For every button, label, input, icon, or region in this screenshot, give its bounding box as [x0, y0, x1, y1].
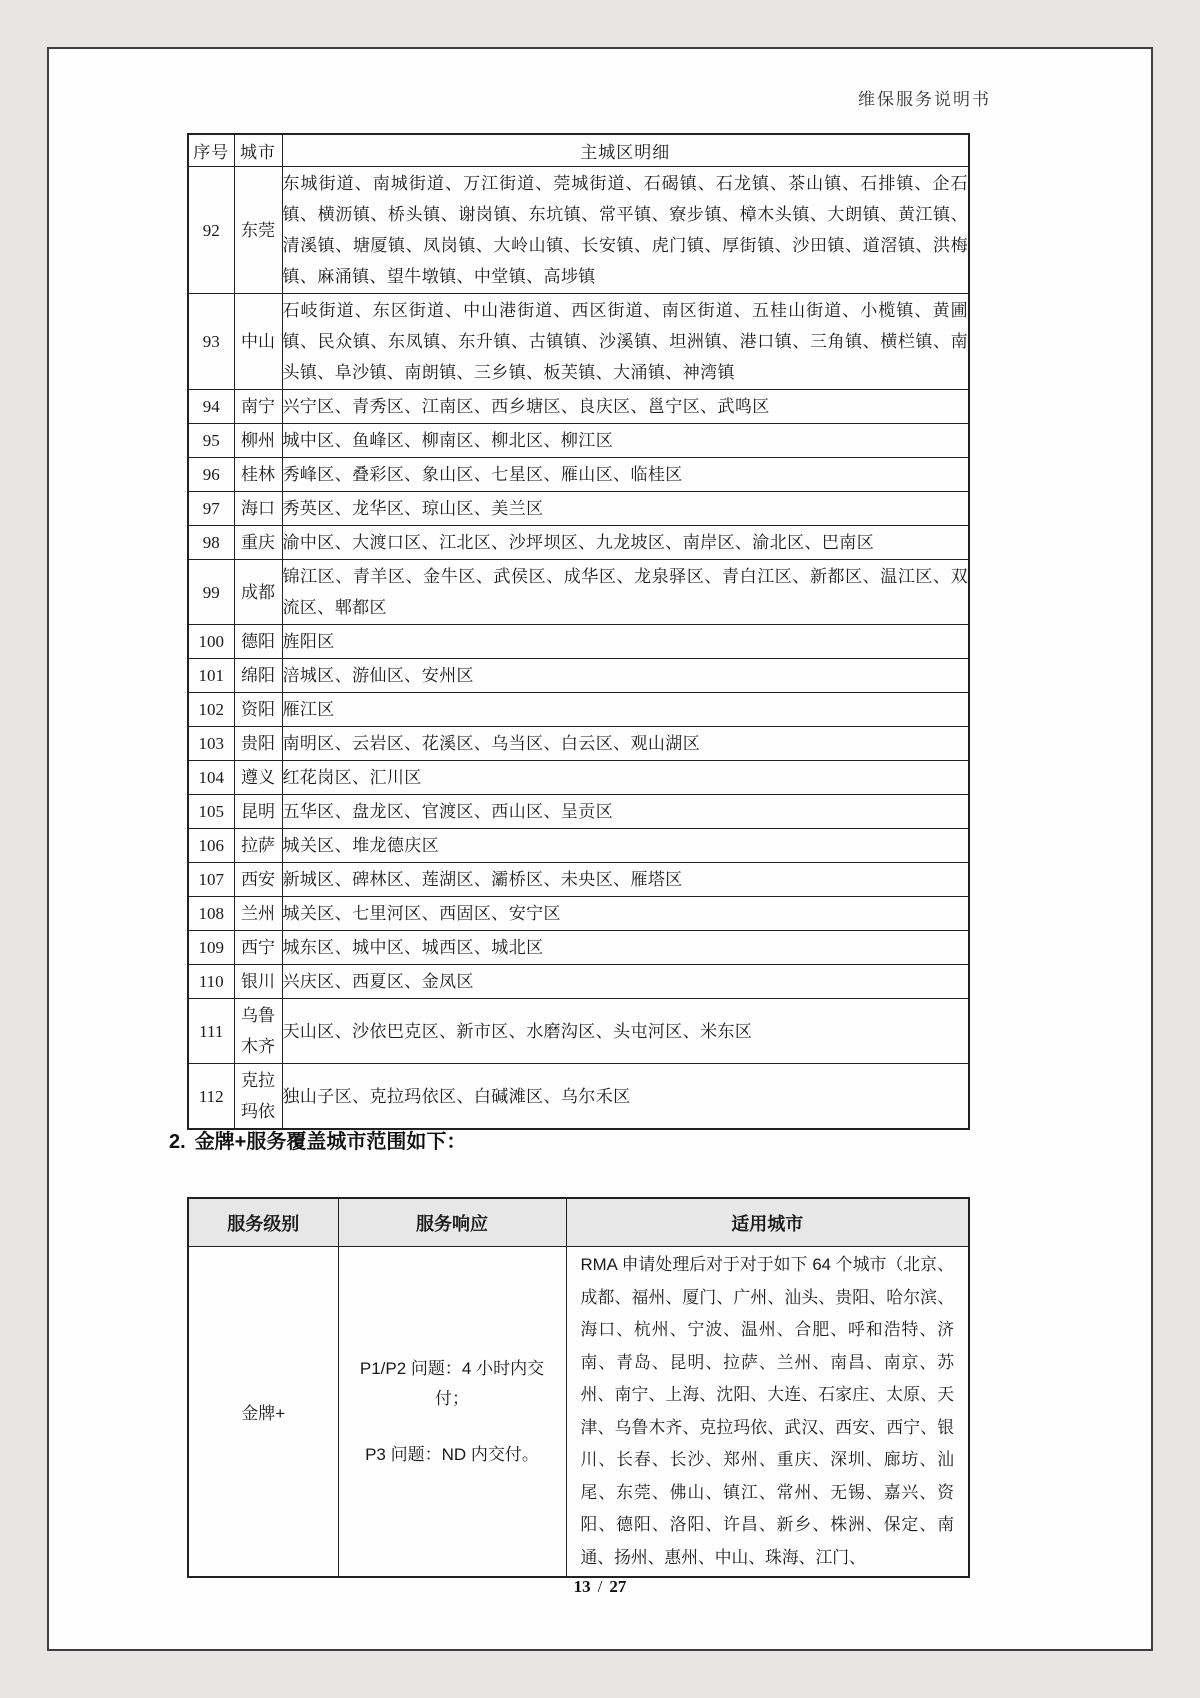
row-detail: 城东区、城中区、城西区、城北区 [282, 931, 969, 965]
page-number-current: 13 [573, 1577, 591, 1596]
table-row [188, 795, 969, 829]
page-header-title: 维保服务说明书 [858, 90, 991, 109]
service-response-cell [338, 1247, 566, 1578]
row-detail: 新城区、碑林区、莲湖区、灞桥区、未央区、雁塔区 [282, 863, 969, 897]
row-city: 柳州 [234, 424, 282, 458]
row-detail: 石岐街道、东区街道、中山港街道、西区街道、南区街道、五桂山街道、小榄镇、黄圃镇、民众镇、东凤镇、东升镇、古镇镇、沙溪镇、坦洲镇、港口镇、三角镇、横栏镇、南头镇、阜沙镇、南朗镇、三乡镇、板芙镇、大涌镇、神湾镇 [282, 294, 969, 390]
row-city: 中山 [234, 294, 282, 390]
column-header-city: 城市 [234, 134, 282, 167]
row-detail: 秀英区、龙华区、琼山区、美兰区 [282, 492, 969, 526]
row-no: 101 [188, 659, 234, 693]
row-detail: 雁江区 [282, 693, 969, 727]
row-detail: 涪城区、游仙区、安州区 [282, 659, 969, 693]
row-detail: 五华区、盘龙区、官渡区、西山区、呈贡区 [282, 795, 969, 829]
service-level-cell: 金牌+ [188, 1247, 338, 1578]
table-row [188, 1064, 969, 1130]
table-row [188, 526, 969, 560]
table-row [188, 492, 969, 526]
applicable-cities-cell: RMA 申请处理后对于对于如下 64 个城市（北京、成都、福州、厦门、广州、汕头、贵阳、哈尔滨、海口、杭州、宁波、温州、合肥、呼和浩特、济南、青岛、昆明、拉萨、兰州、南昌、南京、苏州、南宁、上海、沈阳、大连、石家庄、太原、天津、乌鲁木齐、克拉玛依、武汉、西安、西宁、银川、长春、长沙、郑州、重庆、深圳、廊坊、汕尾、东莞、佛山、镇江、常州、无锡、嘉兴、资阳、德阳、洛阳、许昌、新乡、株洲、保定、南通、扬州、惠州、中山、珠海、江门、 [566, 1247, 969, 1578]
table-row [188, 863, 969, 897]
row-no: 96 [188, 458, 234, 492]
table-row [188, 829, 969, 863]
row-no: 93 [188, 294, 234, 390]
column-header-detail: 主城区明细 [282, 134, 969, 167]
row-no: 112 [188, 1064, 234, 1130]
column-header-no: 序号 [188, 134, 234, 167]
row-no: 95 [188, 424, 234, 458]
row-no: 98 [188, 526, 234, 560]
section-title: 金牌+服务覆盖城市范围如下： [194, 1131, 467, 1153]
row-city: 海口 [234, 492, 282, 526]
row-detail: 渝中区、大渡口区、江北区、沙坪坝区、九龙坡区、南岸区、渝北区、巴南区 [282, 526, 969, 560]
row-no: 94 [188, 390, 234, 424]
table-row [188, 727, 969, 761]
page-number-total: 27 [609, 1577, 627, 1596]
row-no: 100 [188, 625, 234, 659]
row-detail: 独山子区、克拉玛依区、白碱滩区、乌尔禾区 [282, 1064, 969, 1130]
response-p3: P3 问题：ND 内交付。 [365, 1444, 539, 1464]
row-no: 107 [188, 863, 234, 897]
row-no: 109 [188, 931, 234, 965]
table-row [188, 897, 969, 931]
row-detail: 城中区、鱼峰区、柳南区、柳北区、柳江区 [282, 424, 969, 458]
table-row [188, 659, 969, 693]
table-row [188, 999, 969, 1064]
table-row [188, 458, 969, 492]
row-city: 桂林 [234, 458, 282, 492]
row-no: 97 [188, 492, 234, 526]
row-city: 西安 [234, 863, 282, 897]
service-table-header-row [188, 1198, 969, 1247]
row-city: 重庆 [234, 526, 282, 560]
row-city: 拉萨 [234, 829, 282, 863]
row-detail: 东城街道、南城街道、万江街道、莞城街道、石碣镇、石龙镇、茶山镇、石排镇、企石镇、横沥镇、桥头镇、谢岗镇、东坑镇、常平镇、寮步镇、樟木头镇、大朗镇、黄江镇、清溪镇、塘厦镇、凤岗镇、大岭山镇、长安镇、虎门镇、厚街镇、沙田镇、道滘镇、洪梅镇、麻涌镇、望牛墩镇、中堂镇、高埗镇 [282, 167, 969, 294]
row-city: 南宁 [234, 390, 282, 424]
document-page [47, 47, 1153, 1651]
row-no: 111 [188, 999, 234, 1064]
table-row [188, 424, 969, 458]
section-number: 2. [169, 1131, 186, 1153]
row-no: 104 [188, 761, 234, 795]
table-row [188, 294, 969, 390]
row-no: 103 [188, 727, 234, 761]
row-detail: 秀峰区、叠彩区、象山区、七星区、雁山区、临桂区 [282, 458, 969, 492]
row-detail: 城关区、七里河区、西固区、安宁区 [282, 897, 969, 931]
service-table-row [188, 1247, 969, 1578]
row-detail: 旌阳区 [282, 625, 969, 659]
row-no: 102 [188, 693, 234, 727]
page-number-separator: / [597, 1577, 603, 1596]
row-no: 110 [188, 965, 234, 999]
row-city: 乌鲁木齐 [234, 999, 282, 1064]
row-detail: 锦江区、青羊区、金牛区、武侯区、成华区、龙泉驿区、青白江区、新都区、温江区、双流区、郫都区 [282, 560, 969, 625]
column-header-service-response: 服务响应 [338, 1198, 566, 1247]
column-header-applicable-cities: 适用城市 [566, 1198, 969, 1247]
row-city: 资阳 [234, 693, 282, 727]
table-row [188, 625, 969, 659]
row-no: 105 [188, 795, 234, 829]
table-row [188, 693, 969, 727]
response-p1p2: P1/P2 问题：4 小时内交付； [359, 1358, 545, 1408]
row-detail: 红花岗区、汇川区 [282, 761, 969, 795]
row-detail: 城关区、堆龙德庆区 [282, 829, 969, 863]
table-row [188, 390, 969, 424]
table-row [188, 761, 969, 795]
row-city: 东莞 [234, 167, 282, 294]
row-no: 106 [188, 829, 234, 863]
service-table [187, 1197, 970, 1578]
table-row [188, 931, 969, 965]
row-city: 绵阳 [234, 659, 282, 693]
districts-table [187, 133, 970, 1130]
page-number [49, 1577, 1151, 1597]
row-city: 贵阳 [234, 727, 282, 761]
section-heading [169, 1125, 466, 1154]
row-no: 92 [188, 167, 234, 294]
districts-table-header-row [188, 134, 969, 167]
table-row [188, 560, 969, 625]
table-row [188, 167, 969, 294]
row-city: 成都 [234, 560, 282, 625]
response-gap [359, 1414, 546, 1440]
row-city: 兰州 [234, 897, 282, 931]
row-city: 遵义 [234, 761, 282, 795]
row-no: 108 [188, 897, 234, 931]
column-header-service-level: 服务级别 [188, 1198, 338, 1247]
row-detail: 天山区、沙依巴克区、新市区、水磨沟区、头屯河区、米东区 [282, 999, 969, 1064]
row-city: 克拉玛依 [234, 1064, 282, 1130]
row-detail: 南明区、云岩区、花溪区、乌当区、白云区、观山湖区 [282, 727, 969, 761]
row-detail: 兴庆区、西夏区、金凤区 [282, 965, 969, 999]
row-detail: 兴宁区、青秀区、江南区、西乡塘区、良庆区、邕宁区、武鸣区 [282, 390, 969, 424]
row-city: 银川 [234, 965, 282, 999]
row-city: 西宁 [234, 931, 282, 965]
row-no: 99 [188, 560, 234, 625]
table-row [188, 965, 969, 999]
row-city: 昆明 [234, 795, 282, 829]
row-city: 德阳 [234, 625, 282, 659]
